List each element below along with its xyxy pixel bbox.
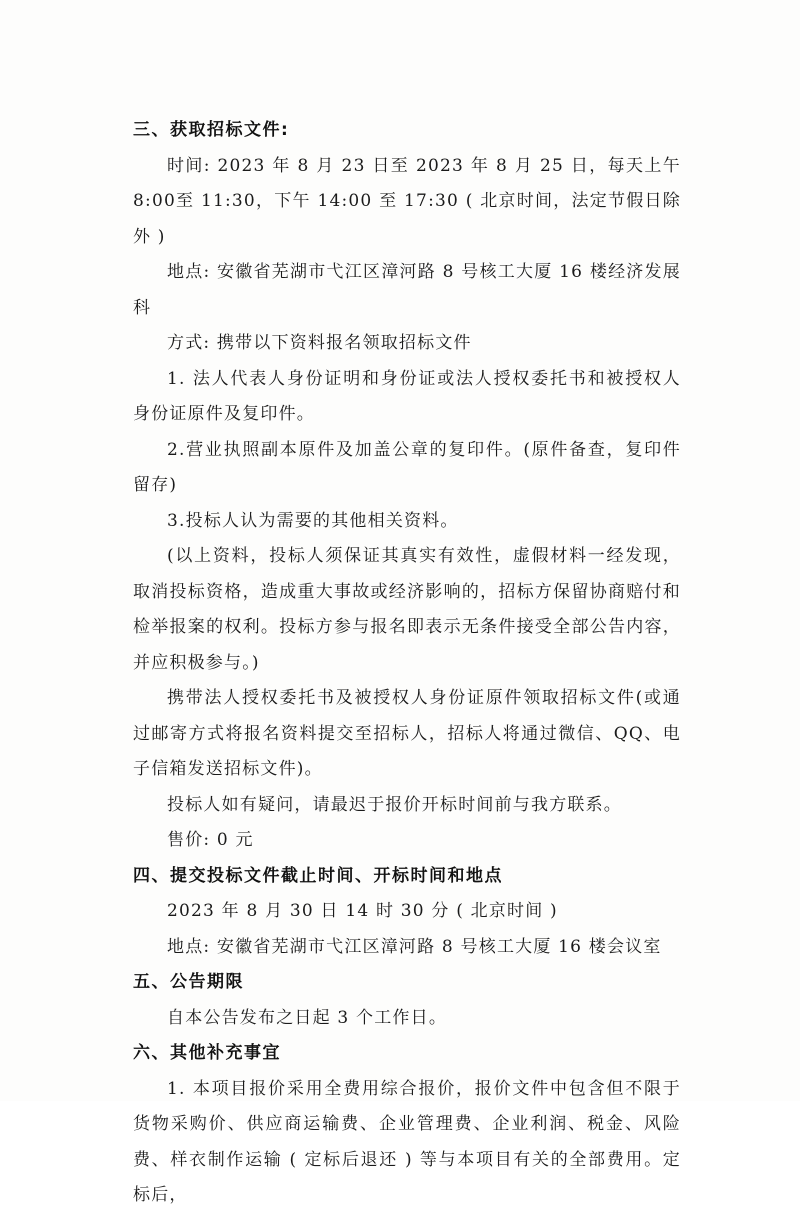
section-4-heading: 四、提交投标文件截止时间、开标时间和地点 xyxy=(133,865,503,886)
section-3-item-1: 1. 法人代表人身份证明和身份证或法人授权委托书和被授权人身份证原件及复印件。 xyxy=(133,368,681,424)
section-3-item-3: 3.投标人认为需要的其他相关资料。 xyxy=(167,510,459,531)
section-3-price: 售价: 0 元 xyxy=(167,830,254,850)
section-3-contact: 投标人如有疑问，请最迟于报价开标时间前与我方联系。 xyxy=(167,794,622,815)
section-5-heading: 五、公告期限 xyxy=(133,972,244,992)
section-6-item-1: 1. 本项目报价采用全费用综合报价，报价文件中包含但不限于货物采购价、供应商运输费、企业管理费、企业利润、税金、风险费、样衣制作运输 ( 定标后退还 ) 等与本项目有关的全部费用。定标后， xyxy=(133,1078,681,1205)
section-6-heading: 六、其他补充事宜 xyxy=(133,1043,281,1063)
section-3-heading: 三、获取招标文件: xyxy=(133,120,290,140)
document-body xyxy=(133,113,681,1214)
section-3-location: 地点: 安徽省芜湖市弋江区漳河路 8 号核工大厦 16 楼经济发展科 xyxy=(133,262,681,318)
section-3-item-2: 2.营业执照副本原件及加盖公章的复印件。(原件备查，复印件留存) xyxy=(133,439,681,495)
section-5-text: 自本公告发布之日起 3 个工作日。 xyxy=(167,1007,448,1028)
section-4-datetime: 2023 年 8 月 30 日 14 时 30 分 ( 北京时间 ) xyxy=(167,901,558,921)
section-3-note: (以上资料，投标人须保证其真实有效性，虚假材料一经发现，取消投标资格，造成重大事故或经济影响的，招标方保留协商赔付和检举报案的权利。投标方参与报名即表示无条件接受全部公告内容，并应积极参与。) xyxy=(133,546,681,673)
section-3-method: 方式: 携带以下资料报名领取招标文件 xyxy=(167,333,472,353)
section-4-location: 地点: 安徽省芜湖市弋江区漳河路 8 号核工大厦 16 楼会议室 xyxy=(167,936,662,957)
section-3-delivery: 携带法人授权委托书及被授权人身份证原件领取招标文件(或通过邮寄方式将报名资料提交至招标人，招标人将通过微信、QQ、电子信箱发送招标文件)。 xyxy=(133,688,681,779)
section-3-time: 时间: 2023 年 8 月 23 日至 2023 年 8 月 25 日，每天上午 8:00至 11:30，下午 14:00 至 17:30 ( 北京时间，法定节假日除外 ) xyxy=(133,155,681,247)
